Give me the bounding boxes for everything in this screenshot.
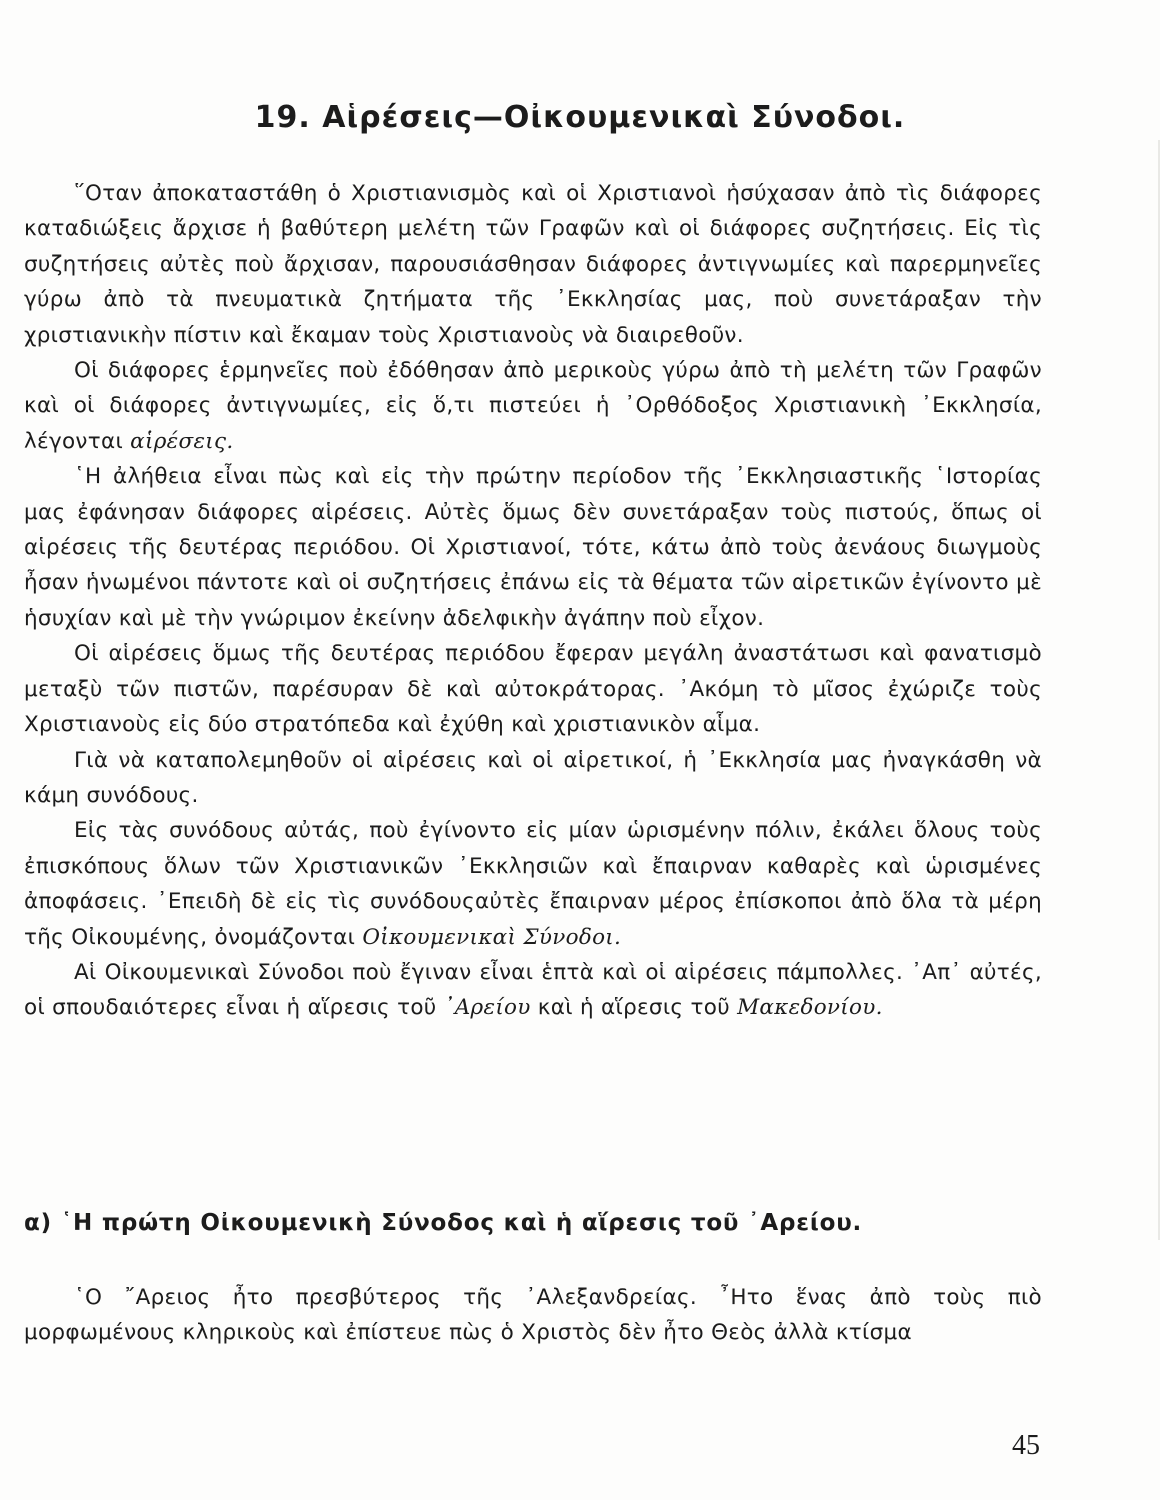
paragraph-text: καὶ ἡ αἵρεσις τοῦ <box>530 995 738 1021</box>
page-number: 45 <box>1012 1430 1040 1461</box>
section-body <box>24 1280 1042 1351</box>
chapter-title: 19. Αἱρέσεις—Οἰκουμενικαὶ Σύνοδοι. <box>254 100 906 135</box>
paragraph <box>24 1280 1042 1351</box>
paragraph-text: Εἰς τὰς συνόδους αὐτάς, ποὺ ἐγίνοντο εἰς μίαν ὡρισμένην πόλιν, ἐκάλει ὅλους τοὺς ἐπισκόπους ὅλων τῶν Χριστιανικῶν ᾿Εκκλησιῶν καὶ ἔπαιρναν καθαρὲς καὶ ὡρισμένες ἀποφάσεις. ᾿Επειδὴ δὲ εἰς τὶς συνόδουςαὐτὲς ἔπαιρναν μέρος ἐπίσκοποι ἀπὸ ὅλα τὰ μέρη τῆς Οἰκουμένης, ὀνομάζονται <box>24 818 1042 950</box>
italic-term: Οἰκουμενικαὶ Σύνοδοι. <box>362 924 622 950</box>
paragraph <box>24 636 1042 742</box>
paragraph-text: Αἱ Οἰκουμενικαὶ Σύνοδοι ποὺ ἔγιναν εἶναι ἑπτὰ καὶ οἱ αἱρέσεις πάμπολλες. ᾿Απ᾿ αὐτές, οἱ σπουδαιότερες εἶναι ἡ αἵρεσις τοῦ <box>24 959 1042 1021</box>
italic-term: αἱρέσεις. <box>130 428 234 454</box>
paragraph <box>24 459 1042 636</box>
paragraph <box>24 813 1042 955</box>
chapter-body <box>24 176 1042 1026</box>
paragraph <box>24 176 1042 353</box>
paragraph-text: Γιὰ νὰ καταπολεμηθοῦν οἱ αἱρέσεις καὶ οἱ αἱρετικοί, ἡ ᾿Εκκλησία μας ἠναγκάσθη νὰ κάμη συνόδους. <box>24 747 1042 808</box>
paragraph-text: Οἱ αἱρέσεις ὅμως τῆς δευτέρας περιόδου ἔφεραν μεγάλη ἀναστάτωσι καὶ φανατισμὸ μεταξὺ τῶν πιστῶν, παρέσυραν δὲ καὶ αὐτοκράτορας. ᾿Ακόμη τὸ μῖσος ἐχώριζε τοὺς Χριστιανοὺς εἰς δύο στρατόπεδα καὶ ἐχύθη καὶ χριστιανικὸν αἷμα. <box>24 641 1042 738</box>
paragraph-text: ῾Η ἀλήθεια εἶναι πὼς καὶ εἰς τὴν πρώτην περίοδον τῆς ᾿Εκκλησιαστικῆς ῾Ιστορίας μας ἐφάνησαν διάφορες αἱρέσεις. Αὐτὲς ὅμως δὲν συνετάραξαν τοὺς πιστούς, ὅπως οἱ αἱρέσεις τῆς δευτέρας περιόδου. Οἱ Χριστιανοί, τότε, κάτω ἀπὸ τοὺς ἀενάους διωγμοὺς ἦσαν ἡνωμένοι πάντοτε καὶ οἱ συζητήσεις ἐπάνω εἰς τὰ θέματα τῶν αἱρετικῶν ἐγίνοντο μὲ ἡσυχίαν καὶ μὲ τὴν γνώριμον ἐκείνην ἀδελφικὴν ἀγάπην ποὺ εἶχον. <box>24 464 1042 631</box>
section-subtitle: α) ῾Η πρώτη Οἰκουμενικὴ Σύνοδος καὶ ἡ αἵρεσις τοῦ ᾿Αρείου. <box>24 1210 863 1236</box>
paragraph-text: Οἱ διάφορες ἑρμηνεῖες ποὺ ἐδόθησαν ἀπὸ μερικοὺς γύρω ἀπὸ τὴ μελέτη τῶν Γραφῶν καὶ οἱ διάφορες ἀντιγνωμίες, εἰς ὅ,τι πιστεύει ἡ ᾿Ορθόδοξος Χριστιανικὴ ᾿Εκκλησία, λέγονται <box>24 358 1042 454</box>
paragraph <box>24 743 1042 814</box>
paragraph-text: ῞Οταν ἀποκαταστάθη ὁ Χριστιανισμὸς καὶ οἱ Χριστιανοὶ ἡσύχασαν ἀπὸ τὶς διάφορες καταδιώξεις ἄρχισε ἡ βαθύτερη μελέτη τῶν Γραφῶν καὶ οἱ διάφορες συζητήσεις. Εἰς τὶς συζητήσεις αὐτὲς ποὺ ἄρχισαν, παρουσιάσθησαν διάφορες ἀντιγνωμίες καὶ παρερμηνεῖες γύρω ἀπὸ τὰ πνευματικὰ ζητήματα τῆς ᾿Εκκλησίας μας, ποὺ συνετάραξαν τὴν χριστιανικὴν πίστιν καὶ ἔκαμαν τοὺς Χριστιανοὺς νὰ διαιρεθοῦν. <box>24 181 1042 348</box>
paragraph <box>24 955 1042 1026</box>
paragraph <box>24 353 1042 459</box>
paragraph-text: ῾Ο ῎Αρειος ἦτο πρεσβύτερος τῆς ᾿Αλεξανδρείας. ῏Ητο ἕνας ἀπὸ τοὺς πιὸ μορφωμένους κληρικοὺς καὶ ἐπίστευε πὼς ὁ Χριστὸς δὲν ἦτο Θεὸς ἀλλὰ κτίσμα <box>24 1285 1042 1346</box>
italic-term: Μακεδονίου. <box>737 995 883 1021</box>
italic-term: ᾿Αρείου <box>443 995 531 1021</box>
